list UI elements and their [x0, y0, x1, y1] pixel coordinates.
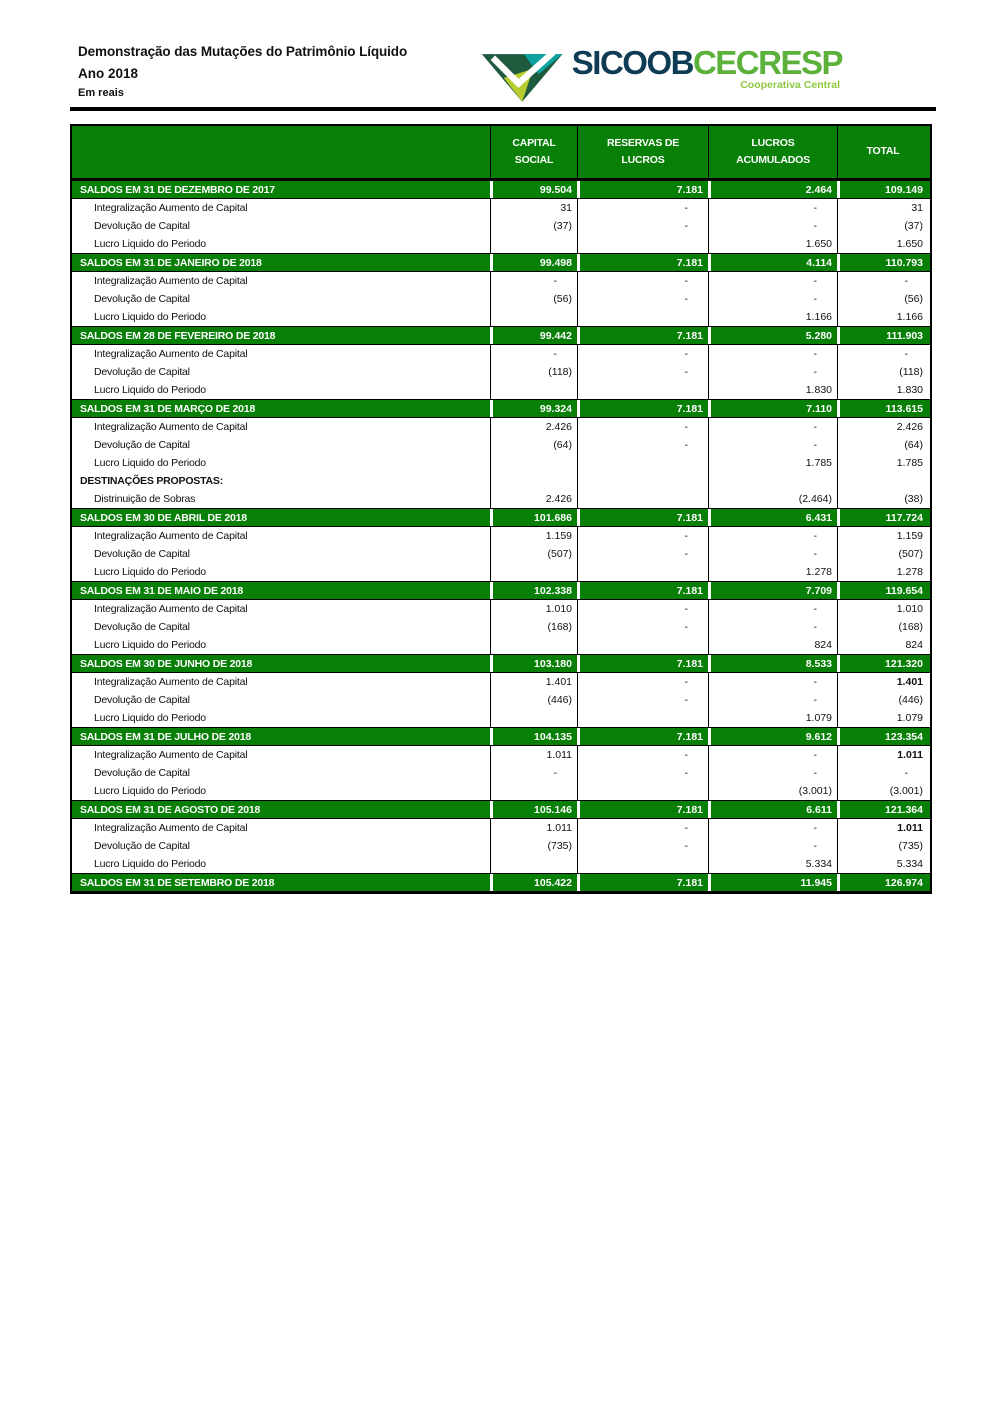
row-label: Devolução de Capital	[94, 220, 190, 232]
cell-value: 1.166	[837, 308, 928, 326]
header-line: LUCROS	[621, 154, 665, 166]
row-label: Devolução de Capital	[94, 694, 190, 706]
table-row	[72, 345, 930, 363]
cell-value: -	[577, 746, 708, 764]
cell-value	[577, 472, 708, 490]
cell-value: 1.650	[837, 235, 928, 253]
cell-value: -	[577, 837, 708, 855]
sicoob-mark-icon	[480, 48, 568, 106]
table-row	[72, 290, 930, 308]
cell-value: (64)	[490, 436, 577, 454]
cell-value: -	[577, 545, 708, 563]
document-header	[70, 44, 936, 111]
cell-value: 99.442	[490, 327, 577, 344]
logo-brand-cecresp: CECRESP	[692, 44, 842, 81]
cell-value: 110.793	[837, 254, 928, 271]
cell-value: (64)	[837, 436, 928, 454]
currency-note: Em reais	[78, 87, 124, 99]
cell-value: -	[708, 345, 837, 363]
table-row	[72, 837, 930, 855]
cell-value: 7.181	[577, 728, 708, 745]
cell-value: (118)	[837, 363, 928, 381]
table-row	[72, 782, 930, 800]
cell-value: 7.181	[577, 509, 708, 526]
cell-value: -	[708, 527, 837, 545]
table-row	[72, 618, 930, 636]
cell-value: 5.280	[708, 327, 837, 344]
table-row	[72, 490, 930, 508]
cell-value: (38)	[837, 490, 928, 508]
cell-value: (118)	[490, 363, 577, 381]
saldo-row	[72, 654, 930, 673]
cell-value: -	[577, 436, 708, 454]
table-row	[72, 563, 930, 581]
cell-value: -	[577, 673, 708, 691]
cell-value	[577, 563, 708, 581]
cell-value: 123.354	[837, 728, 928, 745]
column-header-reservas-lucros	[577, 126, 708, 178]
table-row	[72, 235, 930, 253]
row-label: Lucro Liquido do Periodo	[94, 712, 206, 724]
row-label: SALDOS EM 31 DE JULHO DE 2018	[80, 730, 252, 743]
cell-value: (56)	[490, 290, 577, 308]
cell-value: (735)	[837, 837, 928, 855]
cell-value: -	[708, 600, 837, 618]
cell-value: 4.114	[708, 254, 837, 271]
cell-value	[837, 472, 928, 490]
page-year: Ano 2018	[78, 66, 139, 81]
cell-value: -	[837, 764, 928, 782]
cell-value: -	[708, 837, 837, 855]
table-row	[72, 709, 930, 727]
row-label: Integralização Aumento de Capital	[94, 348, 248, 360]
cell-value: -	[577, 290, 708, 308]
cell-value: 31	[490, 199, 577, 217]
cell-value: -	[490, 272, 577, 290]
saldo-row	[72, 800, 930, 819]
cell-value: -	[708, 673, 837, 691]
cell-value: 9.612	[708, 728, 837, 745]
cell-value: 101.686	[490, 509, 577, 526]
cell-value: 824	[708, 636, 837, 654]
table-row	[72, 691, 930, 709]
cell-value: 8.533	[708, 655, 837, 672]
row-label: Integralização Aumento de Capital	[94, 676, 248, 688]
row-label: SALDOS EM 31 DE JANEIRO DE 2018	[80, 256, 262, 269]
cell-value: 1.010	[490, 600, 577, 618]
cell-value: -	[490, 764, 577, 782]
cell-value	[577, 454, 708, 472]
cell-value	[490, 855, 577, 873]
column-header-total	[837, 126, 928, 178]
row-label: Lucro Liquido do Periodo	[94, 384, 206, 396]
cell-value: 1.785	[837, 454, 928, 472]
row-label: SALDOS EM 31 DE AGOSTO DE 2018	[80, 803, 261, 816]
row-label: SALDOS EM 31 DE DEZEMBRO DE 2017	[80, 183, 275, 196]
table-row	[72, 855, 930, 873]
cell-value: 117.724	[837, 509, 928, 526]
row-label: Integralização Aumento de Capital	[94, 275, 248, 287]
row-label: SALDOS EM 30 DE JUNHO DE 2018	[80, 657, 253, 670]
header-line: ACUMULADOS	[736, 154, 810, 166]
row-label: Lucro Liquido do Periodo	[94, 311, 206, 323]
cell-value: 7.181	[577, 582, 708, 599]
saldo-row	[72, 326, 930, 345]
cell-value: 1.011	[837, 819, 928, 837]
cell-value	[490, 308, 577, 326]
cell-value: 121.364	[837, 801, 928, 818]
page-title: Demonstração das Mutações do Patrimônio Líquido	[78, 44, 408, 59]
cell-value: -	[577, 819, 708, 837]
document-page	[70, 0, 936, 894]
cell-value: 1.830	[708, 381, 837, 399]
table-row	[72, 454, 930, 472]
equity-statement-table	[70, 124, 932, 894]
cell-value: -	[577, 345, 708, 363]
cell-value: -	[708, 436, 837, 454]
cell-value: 104.135	[490, 728, 577, 745]
cell-value: 1.401	[837, 673, 928, 691]
cell-value: (3.001)	[837, 782, 928, 800]
cell-value: -	[577, 618, 708, 636]
cell-value: 6.431	[708, 509, 837, 526]
cell-value	[490, 563, 577, 581]
cell-value: 99.498	[490, 254, 577, 271]
cell-value: -	[708, 199, 837, 217]
cell-value: 1.079	[837, 709, 928, 727]
cell-value: 1.159	[837, 527, 928, 545]
cell-value: 7.181	[577, 801, 708, 818]
cell-value: -	[708, 746, 837, 764]
table-row	[72, 819, 930, 837]
cell-value: 126.974	[837, 874, 928, 891]
row-label: DESTINAÇÕES PROPOSTAS:	[80, 475, 224, 487]
row-label: Lucro Liquido do Periodo	[94, 785, 206, 797]
saldo-row	[72, 508, 930, 527]
cell-value: -	[708, 691, 837, 709]
cell-value: -	[708, 217, 837, 235]
cell-value: 7.181	[577, 874, 708, 891]
table-row	[72, 272, 930, 290]
row-label: Lucro Liquido do Periodo	[94, 566, 206, 578]
cell-value: 1.011	[490, 746, 577, 764]
table-row	[72, 217, 930, 235]
sicoob-cecresp-logo	[480, 46, 842, 106]
saldo-row	[72, 873, 930, 892]
cell-value: 1.011	[837, 746, 928, 764]
cell-value: -	[577, 527, 708, 545]
column-header-lucros-acumulados	[708, 126, 837, 178]
cell-value: -	[708, 819, 837, 837]
logo-brand-line	[572, 46, 842, 79]
cell-value: (168)	[490, 618, 577, 636]
row-label: Lucro Liquido do Periodo	[94, 639, 206, 651]
cell-value: (446)	[837, 691, 928, 709]
cell-value: 7.181	[577, 327, 708, 344]
cell-value: 1.166	[708, 308, 837, 326]
cell-value	[490, 454, 577, 472]
table-row	[72, 381, 930, 399]
row-label: Devolução de Capital	[94, 548, 190, 560]
saldo-row	[72, 180, 930, 199]
table-column-headers	[72, 126, 930, 180]
row-label: Integralização Aumento de Capital	[94, 421, 248, 433]
cell-value: (3.001)	[708, 782, 837, 800]
cell-value: -	[577, 217, 708, 235]
row-label: SALDOS EM 31 DE SETEMBRO DE 2018	[80, 876, 275, 889]
cell-value: (37)	[837, 217, 928, 235]
cell-value: 1.830	[837, 381, 928, 399]
cell-value: 1.011	[490, 819, 577, 837]
cell-value: 111.903	[837, 327, 928, 344]
cell-value: 2.426	[490, 418, 577, 436]
cell-value	[490, 381, 577, 399]
table-row	[72, 199, 930, 217]
logo-text	[572, 46, 842, 91]
cell-value: -	[577, 418, 708, 436]
cell-value: -	[490, 345, 577, 363]
cell-value: -	[837, 272, 928, 290]
cell-value	[577, 636, 708, 654]
table-row	[72, 764, 930, 782]
table-row	[72, 363, 930, 381]
row-label: Lucro Liquido do Periodo	[94, 457, 206, 469]
cell-value	[577, 709, 708, 727]
cell-value: 7.110	[708, 400, 837, 417]
row-label: Devolução de Capital	[94, 366, 190, 378]
row-label: Integralização Aumento de Capital	[94, 202, 248, 214]
cell-value	[490, 782, 577, 800]
cell-value: 7.181	[577, 181, 708, 198]
cell-value: (735)	[490, 837, 577, 855]
column-header-capital-social	[490, 126, 577, 178]
cell-value: 103.180	[490, 655, 577, 672]
table-row	[72, 600, 930, 618]
cell-value: 7.181	[577, 655, 708, 672]
cell-value	[708, 472, 837, 490]
cell-value: 2.426	[837, 418, 928, 436]
cell-value: 31	[837, 199, 928, 217]
saldo-row	[72, 727, 930, 746]
cell-value: 11.945	[708, 874, 837, 891]
table-row	[72, 418, 930, 436]
header-line: RESERVAS DE	[606, 137, 680, 149]
cell-value: 105.146	[490, 801, 577, 818]
row-label: Devolução de Capital	[94, 840, 190, 852]
cell-value: -	[577, 363, 708, 381]
row-label: Integralização Aumento de Capital	[94, 530, 248, 542]
table-row	[72, 636, 930, 654]
column-header-empty	[72, 126, 490, 178]
cell-value: -	[577, 764, 708, 782]
table-row	[72, 746, 930, 764]
cell-value: 7.181	[577, 254, 708, 271]
row-label: SALDOS EM 28 DE FEVEREIRO DE 2018	[80, 329, 276, 342]
cell-value: -	[708, 764, 837, 782]
table-row	[72, 673, 930, 691]
table-row	[72, 308, 930, 326]
cell-value	[577, 855, 708, 873]
cell-value: 824	[837, 636, 928, 654]
cell-value: (507)	[490, 545, 577, 563]
cell-value: 1.159	[490, 527, 577, 545]
cell-value: -	[708, 418, 837, 436]
cell-value: (2.464)	[708, 490, 837, 508]
cell-value: (37)	[490, 217, 577, 235]
cell-value	[490, 636, 577, 654]
section-row	[72, 472, 930, 490]
cell-value: 113.615	[837, 400, 928, 417]
table-row	[72, 545, 930, 563]
cell-value: 5.334	[708, 855, 837, 873]
table-row	[72, 527, 930, 545]
cell-value: 6.611	[708, 801, 837, 818]
cell-value: (507)	[837, 545, 928, 563]
cell-value: 1.650	[708, 235, 837, 253]
header-line: SOCIAL	[514, 154, 554, 166]
row-label: Devolução de Capital	[94, 621, 190, 633]
cell-value: -	[708, 290, 837, 308]
header-line: CAPITAL	[512, 137, 556, 149]
cell-value: 102.338	[490, 582, 577, 599]
cell-value: (56)	[837, 290, 928, 308]
cell-value	[490, 472, 577, 490]
header-line: LUCROS	[751, 137, 795, 149]
row-label: Lucro Liquido do Periodo	[94, 238, 206, 250]
cell-value: 1.401	[490, 673, 577, 691]
saldo-row	[72, 399, 930, 418]
cell-value: -	[577, 199, 708, 217]
cell-value: -	[577, 691, 708, 709]
cell-value	[577, 235, 708, 253]
cell-value: -	[577, 272, 708, 290]
cell-value: (168)	[837, 618, 928, 636]
row-label: Integralização Aumento de Capital	[94, 749, 248, 761]
cell-value	[490, 709, 577, 727]
cell-value	[577, 490, 708, 508]
row-label: Integralização Aumento de Capital	[94, 822, 248, 834]
cell-value: 5.334	[837, 855, 928, 873]
row-label: Devolução de Capital	[94, 293, 190, 305]
saldo-row	[72, 253, 930, 272]
cell-value: 2.464	[708, 181, 837, 198]
cell-value: 1.278	[837, 563, 928, 581]
cell-value: -	[708, 545, 837, 563]
row-label: Devolução de Capital	[94, 439, 190, 451]
cell-value: 119.654	[837, 582, 928, 599]
cell-value	[577, 782, 708, 800]
row-label: SALDOS EM 31 DE MAIO DE 2018	[80, 584, 244, 597]
cell-value: -	[708, 363, 837, 381]
row-label: SALDOS EM 30 DE ABRIL DE 2018	[80, 511, 247, 524]
cell-value: -	[837, 345, 928, 363]
cell-value	[577, 381, 708, 399]
cell-value: 121.320	[837, 655, 928, 672]
saldo-row	[72, 581, 930, 600]
cell-value: 2.426	[490, 490, 577, 508]
logo-brand-sicoob: SICOOB	[571, 44, 693, 81]
header-line: TOTAL	[866, 145, 900, 157]
equity-table-body	[72, 180, 930, 892]
row-label: Integralização Aumento de Capital	[94, 603, 248, 615]
row-label: Distrinuição de Sobras	[94, 493, 196, 505]
cell-value	[577, 308, 708, 326]
cell-value: 7.181	[577, 400, 708, 417]
table-row	[72, 436, 930, 454]
row-label: Devolução de Capital	[94, 767, 190, 779]
row-label: SALDOS EM 31 DE MARÇO DE 2018	[80, 402, 256, 415]
cell-value: -	[708, 618, 837, 636]
cell-value: (446)	[490, 691, 577, 709]
cell-value: 7.709	[708, 582, 837, 599]
cell-value	[490, 235, 577, 253]
cell-value: -	[708, 272, 837, 290]
cell-value: 99.324	[490, 400, 577, 417]
cell-value: 1.079	[708, 709, 837, 727]
cell-value: 99.504	[490, 181, 577, 198]
cell-value: 109.149	[837, 181, 928, 198]
cell-value: 1.278	[708, 563, 837, 581]
logo-tagline: Cooperativa Central	[740, 79, 840, 91]
cell-value: 105.422	[490, 874, 577, 891]
cell-value: 1.785	[708, 454, 837, 472]
cell-value: -	[577, 600, 708, 618]
row-label: Lucro Liquido do Periodo	[94, 858, 206, 870]
cell-value: 1.010	[837, 600, 928, 618]
